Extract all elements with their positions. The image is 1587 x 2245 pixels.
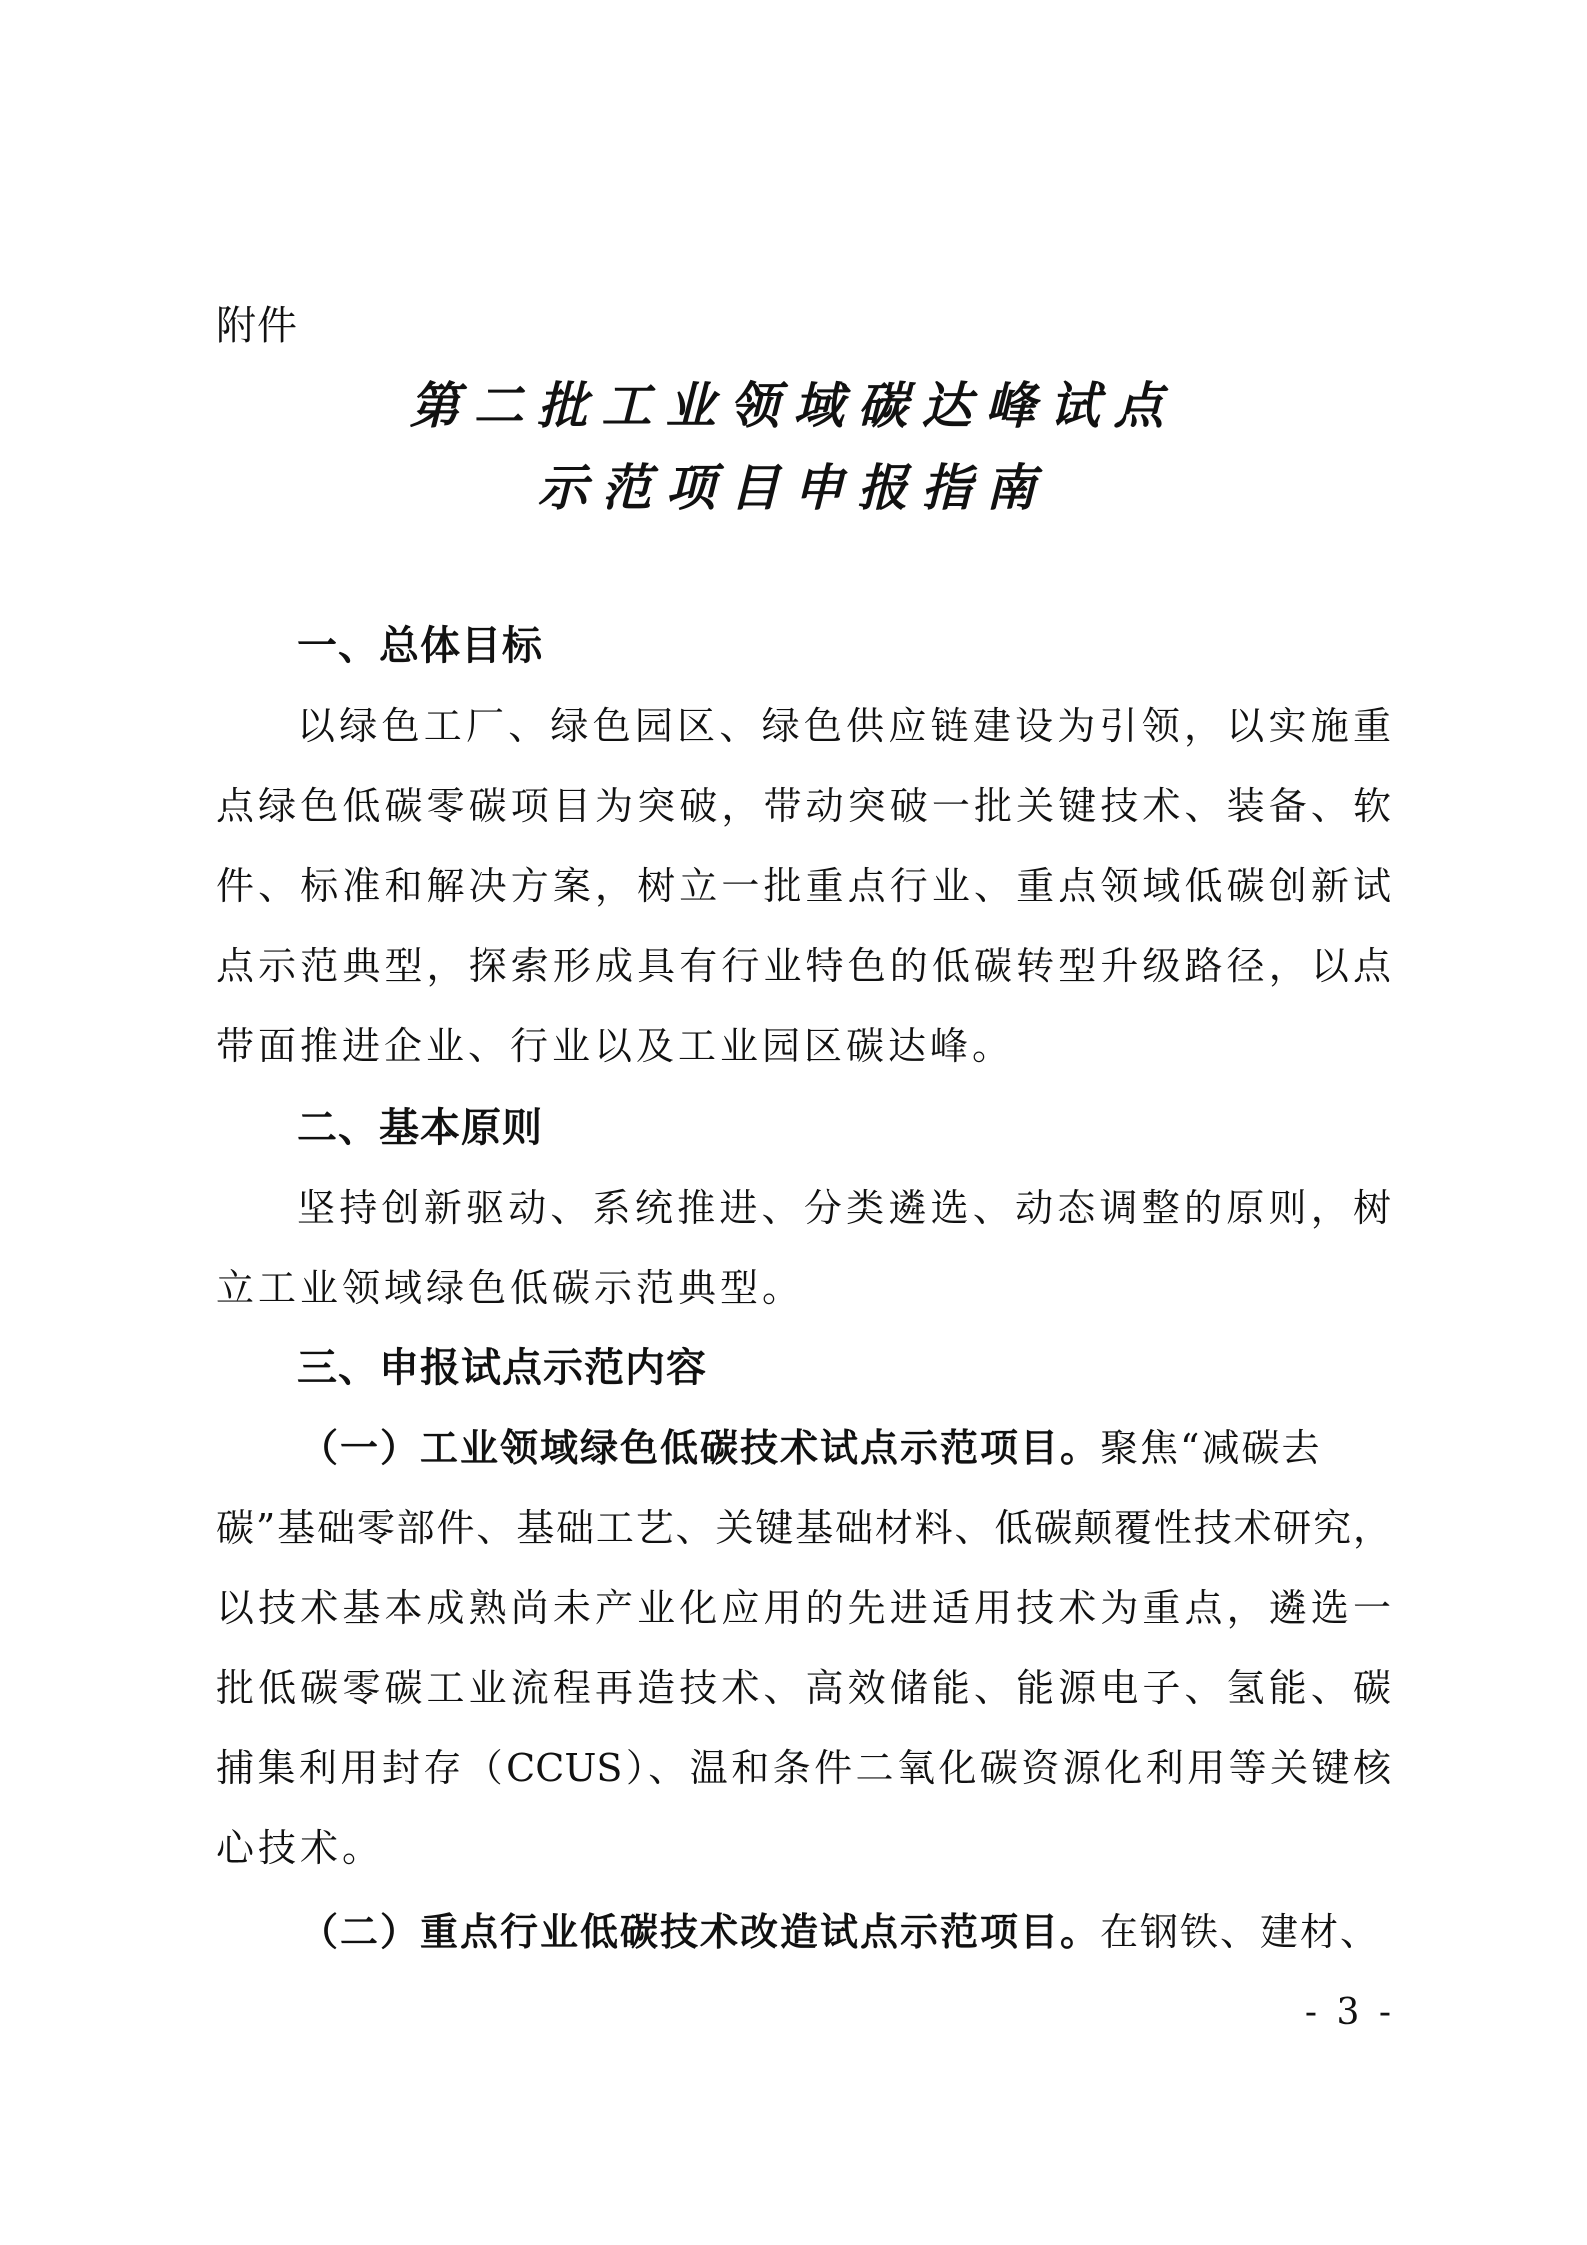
paragraph-line: 坚持创新驱动、系统推进、分类遴选、动态调整的原则，树 xyxy=(297,1186,1391,1230)
paragraph-line: 带面推进企业、行业以及工业园区碳达峰。 xyxy=(216,1024,1015,1068)
item-one-first-line xyxy=(300,1422,1391,1474)
item-one-bold-title: （一）工业领域绿色低碳技术试点示范项目。 xyxy=(300,1425,1101,1470)
document-title-line-2: 示范项目申报指南 xyxy=(537,458,1050,517)
page-number: - 3 - xyxy=(1304,1992,1395,2033)
paragraph-line: 立工业领域绿色低碳示范典型。 xyxy=(216,1266,805,1310)
section-heading-goals: 一、总体目标 xyxy=(297,623,543,669)
paragraph-line: 碳”基础零部件、基础工艺、关键基础材料、低碳颠覆性技术研究， xyxy=(216,1506,1391,1550)
section-heading-content: 三、申报试点示范内容 xyxy=(297,1345,707,1391)
paragraph-line: 以技术基本成熟尚未产业化应用的先进适用技术为重点，遴选一 xyxy=(216,1586,1391,1630)
paragraph-line: 心技术。 xyxy=(216,1826,385,1870)
paragraph-line: 点示范典型，探索形成具有行业特色的低碳转型升级路径，以点 xyxy=(216,944,1391,988)
section-heading-principles: 二、基本原则 xyxy=(297,1105,543,1151)
paragraph-line: 批低碳零碳工业流程再造技术、高效储能、能源电子、氢能、碳 xyxy=(216,1666,1391,1710)
paragraph-line: 捕集利用封存（CCUS）、温和条件二氧化碳资源化利用等关键核 xyxy=(216,1746,1391,1790)
item-two-first-line xyxy=(300,1906,1391,1958)
item-two-text: 在钢铁、建材、 xyxy=(1100,1910,1381,1954)
paragraph-line: 以绿色工厂、绿色园区、绿色供应链建设为引领，以实施重 xyxy=(297,704,1391,748)
attachment-label: 附件 xyxy=(216,303,298,349)
item-one-text: 聚焦“减碳去 xyxy=(1100,1426,1322,1470)
paragraph-line: 件、标准和解决方案，树立一批重点行业、重点领域低碳创新试 xyxy=(216,864,1391,908)
item-two-bold-title: （二）重点行业低碳技术改造试点示范项目。 xyxy=(300,1909,1101,1954)
document-title-line-1: 第二批工业领域碳达峰试点 xyxy=(409,376,1178,435)
paragraph-line: 点绿色低碳零碳项目为突破，带动突破一批关键技术、装备、软 xyxy=(216,784,1391,828)
